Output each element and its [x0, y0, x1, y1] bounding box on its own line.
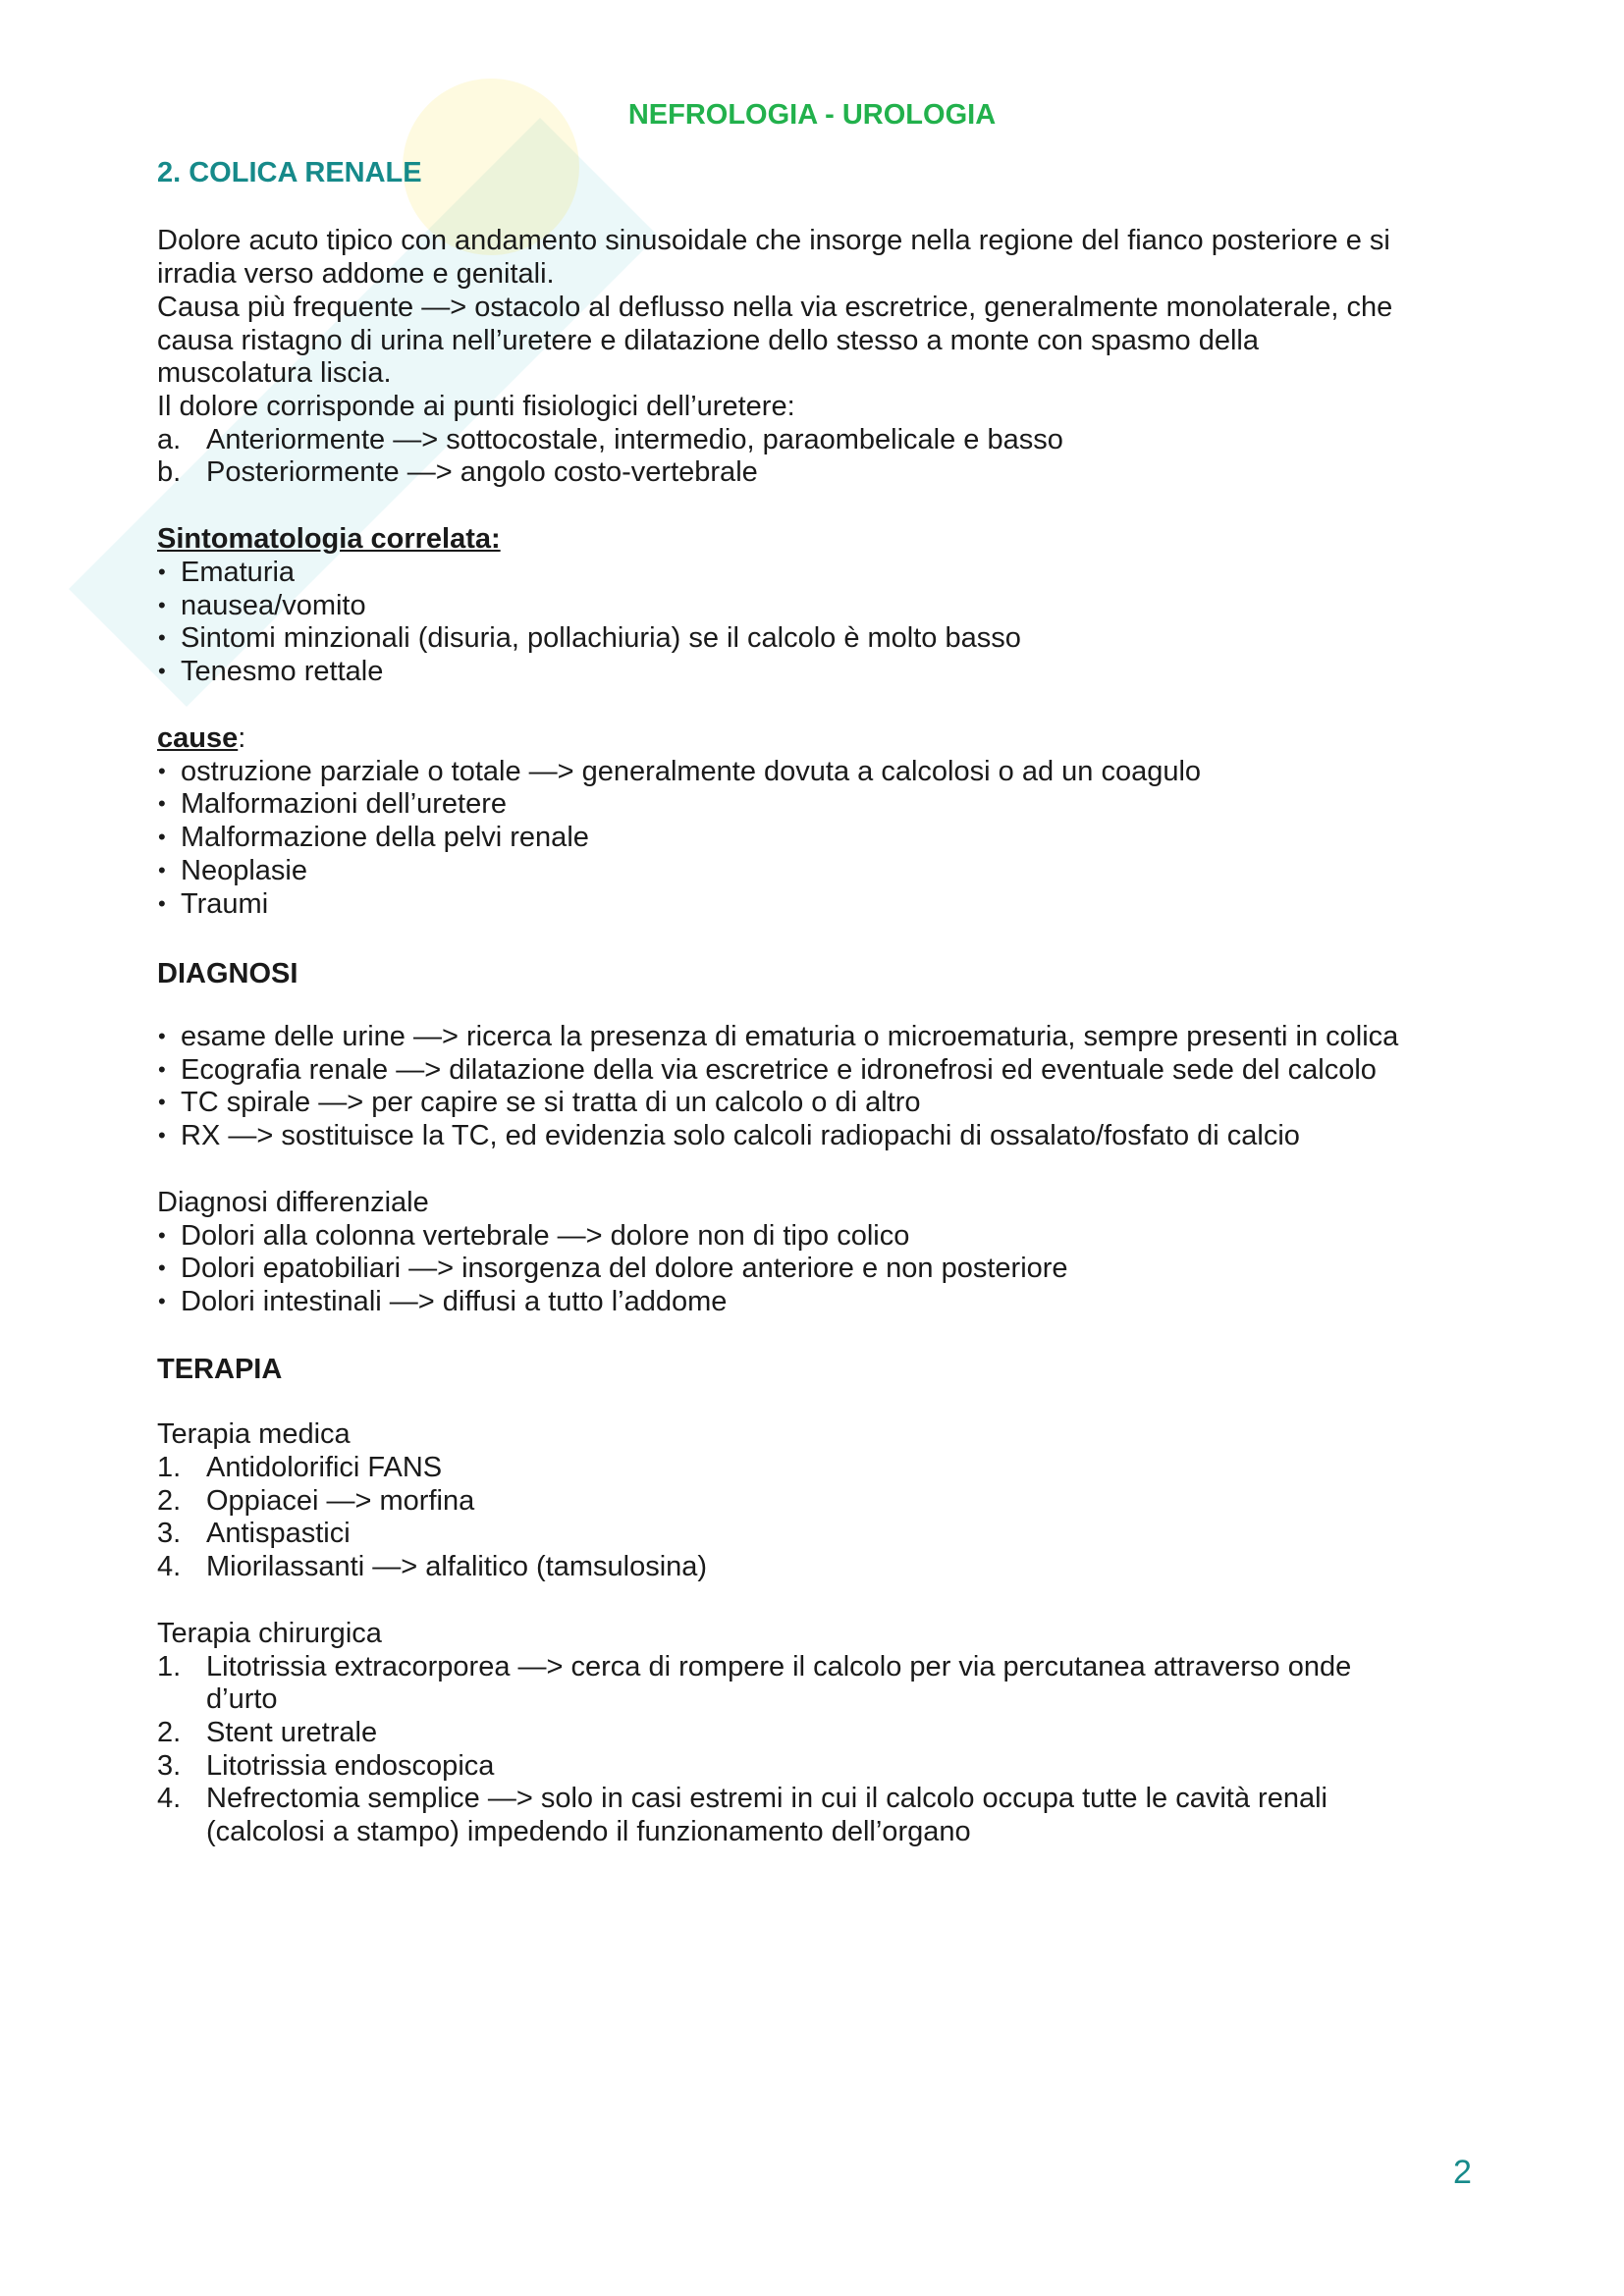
intro-line: Dolore acuto tipico con andamento sinusoidale che insorge nella regione del fianco posteriore e si	[157, 225, 1390, 256]
list-item: Neoplasie	[181, 855, 307, 886]
surgical-therapy-label: Terapia chirurgica	[157, 1618, 382, 1649]
page-number: 2	[1453, 2154, 1472, 2191]
list-item: Anteriormente —> sottocostale, intermedio, paraombelicale e basso	[206, 424, 1063, 455]
bullet-icon: •	[158, 791, 166, 816]
list-item: Litotrissia endoscopica	[206, 1750, 495, 1782]
bullet-icon: •	[158, 1223, 166, 1248]
list-item: Miorilassanti —> alfalitico (tamsulosina)	[206, 1551, 708, 1582]
list-marker: 4.	[157, 1551, 182, 1582]
list-marker: 4.	[157, 1783, 182, 1814]
list-item: Dolori alla colonna vertebrale —> dolore non di tipo colico	[181, 1220, 910, 1252]
bullet-icon: •	[158, 1024, 166, 1048]
differential-label: Diagnosi differenziale	[157, 1187, 429, 1218]
list-item: nausea/vomito	[181, 590, 366, 621]
bullet-icon: •	[158, 858, 166, 882]
list-marker: a.	[157, 424, 182, 455]
list-marker: b.	[157, 456, 182, 488]
causes-heading-colon: :	[238, 722, 246, 754]
list-item: Malformazioni dell’uretere	[181, 788, 508, 820]
list-item: Malformazione della pelvi renale	[181, 822, 589, 853]
list-item: Sintomi minzionali (disuria, pollachiuria) se il calcolo è molto basso	[181, 622, 1021, 654]
list-item: Dolori epatobiliari —> insorgenza del dolore anteriore e non posteriore	[181, 1253, 1068, 1284]
list-item: Litotrissia extracorporea —> cerca di rompere il calcolo per via percutanea attraverso onde	[206, 1651, 1352, 1682]
bullet-icon: •	[158, 659, 166, 683]
list-item-continuation: d’urto	[206, 1683, 278, 1715]
list-item: Antispastici	[206, 1518, 351, 1549]
medical-therapy-label: Terapia medica	[157, 1418, 351, 1450]
list-marker: 2.	[157, 1717, 182, 1748]
bullet-icon: •	[158, 625, 166, 650]
list-item: Oppiacei —> morfina	[206, 1485, 475, 1517]
intro-line: irradia verso addome e genitali.	[157, 258, 555, 290]
bullet-icon: •	[158, 1090, 166, 1114]
bullet-icon: •	[158, 825, 166, 849]
list-item: Tenesmo rettale	[181, 656, 384, 687]
list-item: Ematuria	[181, 557, 296, 588]
bullet-icon: •	[158, 1123, 166, 1148]
list-item: Stent uretrale	[206, 1717, 378, 1748]
bullet-icon: •	[158, 891, 166, 916]
document-header-title: NEFROLOGIA - UROLOGIA	[627, 99, 997, 131]
causes-heading-text: cause	[157, 722, 239, 754]
diagnosis-heading: DIAGNOSI	[157, 958, 298, 989]
list-item: esame delle urine —> ricerca la presenza di ematuria o microematuria, sempre presenti in colica	[181, 1021, 1399, 1052]
list-item: Ecografia renale —> dilatazione della via escretrice e idronefrosi ed eventuale sede del calcolo	[181, 1054, 1377, 1086]
list-item: Traumi	[181, 888, 269, 920]
intro-line: Il dolore corrisponde ai punti fisiologici dell’uretere:	[157, 391, 795, 422]
bullet-icon: •	[158, 759, 166, 783]
list-marker: 1.	[157, 1651, 182, 1682]
list-item: Posteriormente —> angolo costo-vertebrale	[206, 456, 758, 488]
list-item-continuation: (calcolosi a stampo) impedendo il funzionamento dell’organo	[206, 1816, 971, 1847]
bullet-icon: •	[158, 1057, 166, 1082]
therapy-heading: TERAPIA	[157, 1354, 283, 1385]
bullet-icon: •	[158, 560, 166, 584]
list-item: Nefrectomia semplice —> solo in casi estremi in cui il calcolo occupa tutte le cavità renali	[206, 1783, 1327, 1814]
list-item: RX —> sostituisce la TC, ed evidenzia solo calcoli radiopachi di ossalato/fosfato di calcio	[181, 1120, 1300, 1151]
section-title: 2. COLICA RENALE	[157, 157, 422, 188]
intro-line: Causa più frequente —> ostacolo al deflusso nella via escretrice, generalmente monolaterale, che	[157, 292, 1393, 323]
list-marker: 3.	[157, 1750, 182, 1782]
list-item: Dolori intestinali —> diffusi a tutto l’addome	[181, 1286, 728, 1317]
bullet-icon: •	[158, 1289, 166, 1313]
intro-line: muscolatura liscia.	[157, 357, 392, 389]
intro-line: causa ristagno di urina nell’uretere e dilatazione dello stesso a monte con spasmo della	[157, 325, 1259, 356]
bullet-icon: •	[158, 593, 166, 617]
list-marker: 2.	[157, 1485, 182, 1517]
list-item: TC spirale —> per capire se si tratta di un calcolo o di altro	[181, 1087, 921, 1118]
bullet-icon: •	[158, 1255, 166, 1280]
list-item: ostruzione parziale o totale —> generalmente dovuta a calcolosi o ad un coagulo	[181, 756, 1202, 787]
list-marker: 1.	[157, 1452, 182, 1483]
symptoms-heading: Sintomatologia correlata:	[157, 523, 501, 555]
causes-heading	[157, 721, 245, 755]
list-marker: 3.	[157, 1518, 182, 1549]
list-item: Antidolorifici FANS	[206, 1452, 443, 1483]
